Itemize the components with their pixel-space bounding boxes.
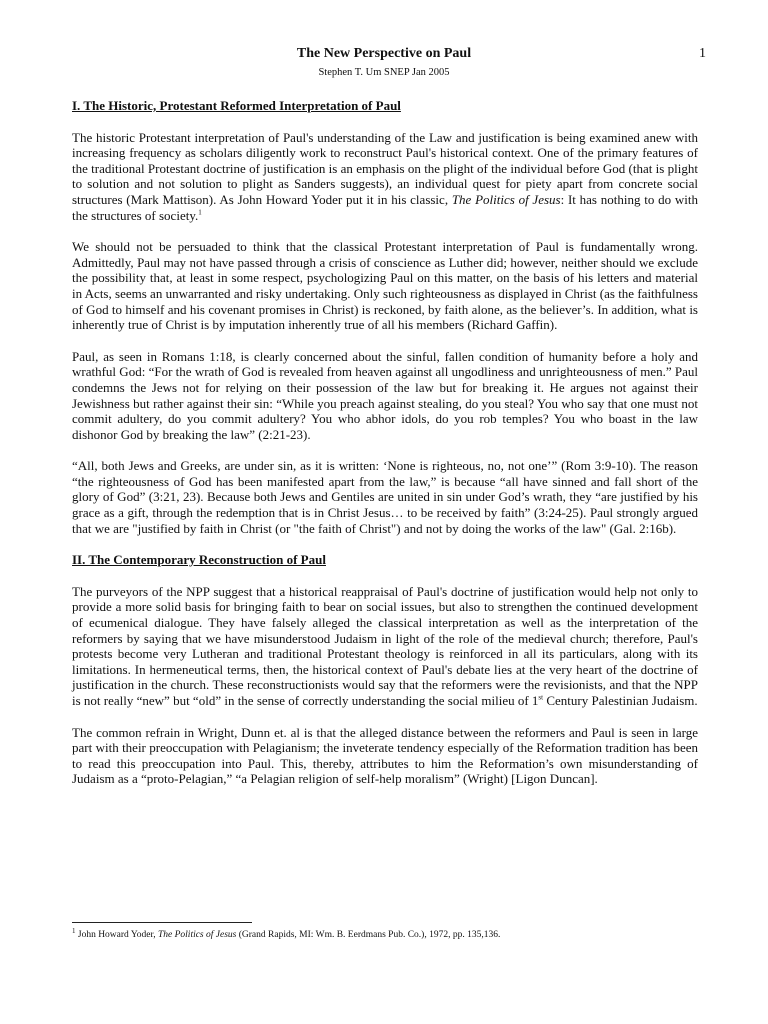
footnote-marker: 1	[72, 926, 76, 935]
section-1-paragraph-3: Paul, as seen in Romans 1:18, is clearly concerned about the sinful, fallen condition of humanity before a holy and wrathful God: “For the wrath of God is revealed from heaven against all ungodliness and unrighteousness of men.” Paul condemns the Jews not for relying on their possession of the law but for breaking it. He argues not against their Jewishness but rather against their sin: “While you preach against stealing, do you steal? You who say that one must not commit adultery, do you commit adultery? You who abhor idols, do you rob temples? You who boast in the law dishonor God by breaking the law” (2:21-23).	[72, 348, 698, 442]
footnote-reference[interactable]: 1	[198, 208, 202, 217]
footnote-citation: (Grand Rapids, MI: Wm. B. Eerdmans Pub. Co.), 1972, pp. 135,136.	[236, 930, 501, 940]
page-number: 1	[699, 46, 706, 61]
section-1-heading: I. The Historic, Protestant Reformed Interpretation of Paul	[72, 98, 401, 113]
document-body	[72, 98, 698, 803]
document-title: The New Perspective on Paul	[296, 46, 472, 61]
footnote-divider	[72, 922, 252, 923]
section-1-paragraph-1	[72, 130, 698, 224]
ordinal-suffix: st	[538, 693, 544, 702]
footnote	[72, 926, 698, 941]
book-title: The Politics of Jesus	[451, 191, 561, 207]
section-2-paragraph-1	[72, 584, 698, 709]
paragraph-text: The purveyors of the NPP suggest that a historical reappraisal of Paul's doctrine of justification would help not only to provide a more solid basis for bringing faith to bear on social issues, but also to strengthen the continued development of ecumenical dialogue. They have falsely alleged the classical interpretation as well as the interpretation of the reformers by saying that we have misunderstood Judaism in light of the role of the medieval church; therefore, Paul's protests become very Lutheran and traditional Protestant theology is reinforced in all its particulars, along with its limitations. In hermeneutical terms, then, the historical context of Paul's debate lies at the very heart of the doctrine of justification in the church. These reconstructionists would say that the reformers were the revisionists, and that the NPP is not really “new” but “old” in the sense of correctly understanding the social milieu of 1	[72, 583, 698, 708]
paragraph-text: Century Palestinian Judaism.	[543, 693, 698, 708]
section-2-paragraph-2: The common refrain in Wright, Dunn et. al is that the alleged distance between the reformers and Paul is seen in large part with their preoccupation with Pelagianism; the inveterate tendency especially of the Reformation tradition has been to read this preoccupation into Paul. This, thereby, attributes to him the Reformation’s own misunderstanding of Judaism as a “proto-Pelagian,” “a Pelagian religion of self-help moralism” (Wright) [Ligon Duncan].	[72, 724, 698, 787]
section-1-paragraph-2: We should not be persuaded to think that the classical Protestant interpretation of Paul is fundamentally wrong. Admittedly, Paul may not have passed through a crisis of conscience as Luther did; however, neither should we exclude the possibility that, at least in some respect, psychologizing Paul on this matter, on the basis of his letters and material in Acts, seems an unwarranted and risky undertaking. Only such righteousness as displayed in Christ (as the faithfulness of God to himself and his covenant promises in Christ) is reckoned, by faith alone, as the believer’s. In addition, what is inherently true of Christ is by imputation inherently true of all his members (Richard Gaffin).	[72, 239, 698, 333]
author-line: Stephen T. Um SNEP Jan 2005	[318, 67, 450, 78]
footnote-author: John Howard Yoder,	[75, 930, 158, 940]
footnote-book-title: The Politics of Jesus	[157, 930, 237, 940]
section-1-paragraph-4: “All, both Jews and Greeks, are under sin, as it is written: ‘None is righteous, no, not one’” (Rom 3:9-10). The reason “the righteousness of God has been manifested apart from the law,” is because “all have sinned and fall short of the glory of God” (3:21, 23). Because both Jews and Gentiles are united in sin under God’s wrath, they “are justified by his grace as a gift, through the redemption that is in Christ Jesus… to be received by faith” (3:24-25). Paul strongly argued that we are "justified by faith in Christ (or "the faith of Christ") and not by doing the works of the law" (Gal. 2:16b).	[72, 458, 698, 536]
section-2-heading: II. The Contemporary Reconstruction of Paul	[72, 552, 326, 568]
paragraph-text: : It has nothing to do with the structures of society.	[72, 191, 698, 223]
paragraph-text: The historic Protestant interpretation of Paul's understanding of the Law and justification is being examined anew with increasing frequency as scholars diligently work to reconstruct Paul's historical context. One of the primary features of the traditional Protestant doctrine of justification is an emphasis on the plight of the individual before God (that is plight to solution and not solution to plight as Sanders suggests), an individual quest for piety apart from concrete social structures (Mark Mattison). As John Howard Yoder put it in his classic,	[72, 129, 698, 207]
